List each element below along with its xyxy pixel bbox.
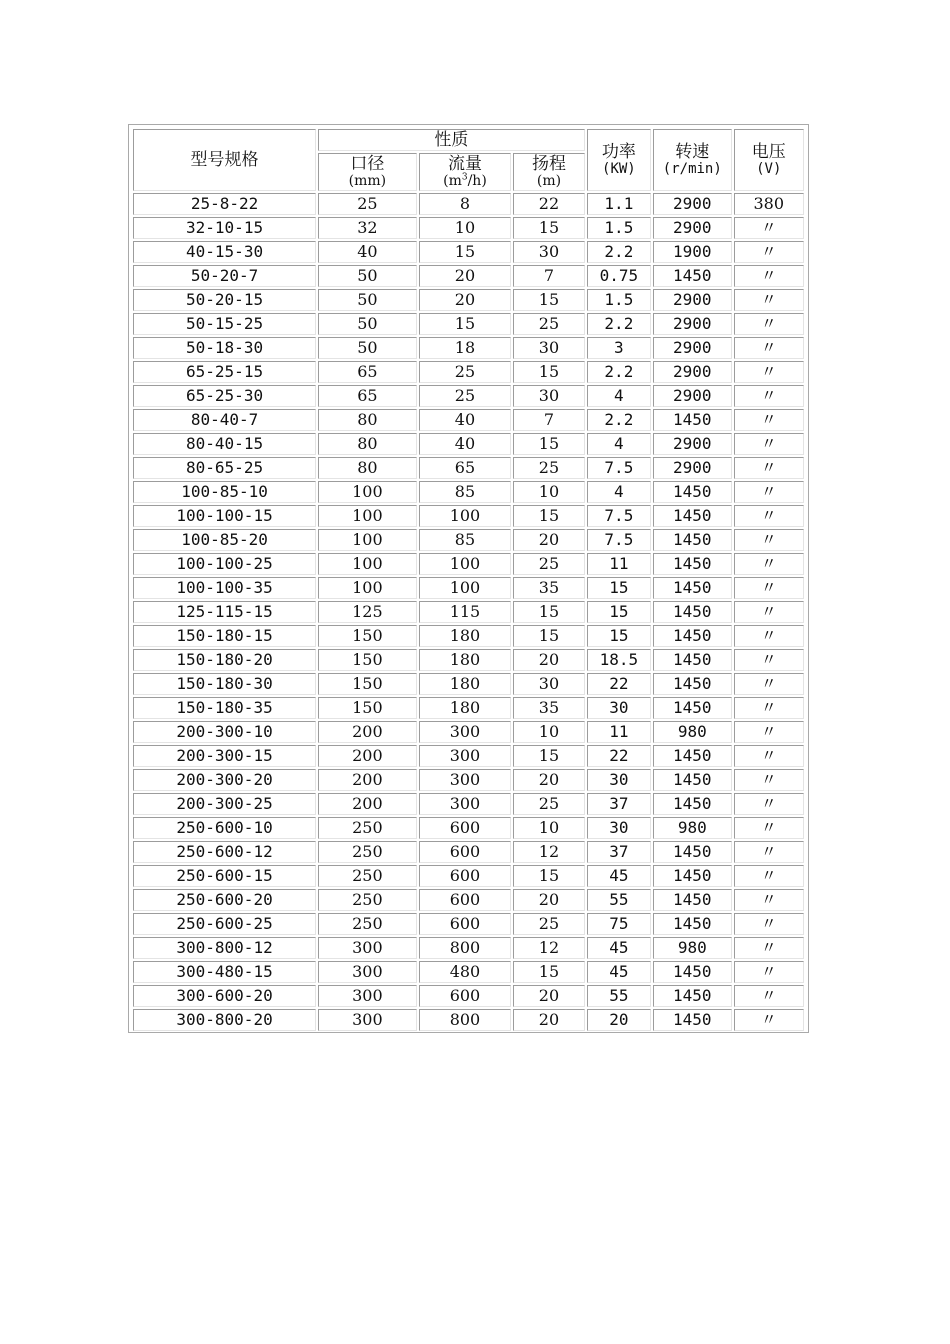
model-cell: 125-115-15 bbox=[133, 601, 316, 623]
flow-cell: 100 bbox=[419, 505, 512, 527]
header-head: 扬程 (m) bbox=[513, 153, 584, 191]
speed-cell: 1450 bbox=[653, 985, 731, 1007]
power-cell: 2.2 bbox=[587, 241, 651, 263]
header-flow: 流量 $(m^3/h)$ bbox=[419, 153, 512, 191]
model-cell: 200-300-20 bbox=[133, 769, 316, 791]
bore-cell: 50 bbox=[318, 265, 417, 287]
speed-cell: 2900 bbox=[653, 361, 731, 383]
flow-cell: 180 bbox=[419, 697, 512, 719]
header-voltage: 电压 (V) bbox=[734, 129, 804, 191]
voltage-cell: 〃 bbox=[734, 817, 804, 839]
bore-cell: 150 bbox=[318, 625, 417, 647]
flow-cell: 20 bbox=[419, 289, 512, 311]
bore-cell: 200 bbox=[318, 721, 417, 743]
voltage-cell: 〃 bbox=[734, 577, 804, 599]
voltage-cell: 〃 bbox=[734, 505, 804, 527]
header-properties: 性质 bbox=[318, 129, 585, 151]
voltage-cell: 〃 bbox=[734, 553, 804, 575]
bore-cell: 50 bbox=[318, 313, 417, 335]
bore-cell: 100 bbox=[318, 553, 417, 575]
voltage-cell: 〃 bbox=[734, 985, 804, 1007]
head-cell: 10 bbox=[513, 481, 584, 503]
voltage-cell: 〃 bbox=[734, 625, 804, 647]
speed-cell: 2900 bbox=[653, 457, 731, 479]
flow-cell: 18 bbox=[419, 337, 512, 359]
head-cell: 25 bbox=[513, 793, 584, 815]
power-cell: 30 bbox=[587, 697, 651, 719]
speed-cell: 1450 bbox=[653, 529, 731, 551]
model-cell: 50-20-7 bbox=[133, 265, 316, 287]
head-cell: 25 bbox=[513, 553, 584, 575]
model-cell: 250-600-10 bbox=[133, 817, 316, 839]
power-cell: 55 bbox=[587, 889, 651, 911]
flow-cell: 8 bbox=[419, 193, 512, 215]
head-cell: 10 bbox=[513, 721, 584, 743]
power-cell: 4 bbox=[587, 433, 651, 455]
head-cell: 12 bbox=[513, 937, 584, 959]
head-cell: 15 bbox=[513, 625, 584, 647]
power-cell: 30 bbox=[587, 817, 651, 839]
model-cell: 150-180-20 bbox=[133, 649, 316, 671]
head-cell: 20 bbox=[513, 769, 584, 791]
table-row bbox=[133, 673, 804, 695]
power-cell: 7.5 bbox=[587, 505, 651, 527]
table-row bbox=[133, 1009, 804, 1031]
speed-cell: 1450 bbox=[653, 673, 731, 695]
model-cell: 32-10-15 bbox=[133, 217, 316, 239]
flow-cell: 20 bbox=[419, 265, 512, 287]
flow-cell: 180 bbox=[419, 649, 512, 671]
flow-cell: 25 bbox=[419, 385, 512, 407]
voltage-cell: 〃 bbox=[734, 649, 804, 671]
model-cell: 65-25-30 bbox=[133, 385, 316, 407]
head-cell: 15 bbox=[513, 865, 584, 887]
bore-cell: 150 bbox=[318, 673, 417, 695]
table-row bbox=[133, 553, 804, 575]
voltage-cell: 〃 bbox=[734, 937, 804, 959]
bore-cell: 200 bbox=[318, 769, 417, 791]
head-cell: 15 bbox=[513, 433, 584, 455]
table-row bbox=[133, 625, 804, 647]
power-cell: 22 bbox=[587, 673, 651, 695]
flow-cell: 300 bbox=[419, 769, 512, 791]
bore-cell: 200 bbox=[318, 745, 417, 767]
bore-cell: 200 bbox=[318, 793, 417, 815]
head-cell: 10 bbox=[513, 817, 584, 839]
bore-cell: 300 bbox=[318, 1009, 417, 1031]
bore-cell: 50 bbox=[318, 337, 417, 359]
model-cell: 250-600-12 bbox=[133, 841, 316, 863]
voltage-cell: 〃 bbox=[734, 361, 804, 383]
pump-spec-table-frame bbox=[128, 124, 809, 1033]
table-row bbox=[133, 577, 804, 599]
speed-cell: 1450 bbox=[653, 553, 731, 575]
table-row bbox=[133, 937, 804, 959]
head-cell: 20 bbox=[513, 649, 584, 671]
head-cell: 15 bbox=[513, 361, 584, 383]
table-row bbox=[133, 337, 804, 359]
table-row bbox=[133, 865, 804, 887]
model-cell: 100-85-10 bbox=[133, 481, 316, 503]
head-cell: 25 bbox=[513, 913, 584, 935]
flow-cell: 600 bbox=[419, 889, 512, 911]
speed-cell: 1900 bbox=[653, 241, 731, 263]
model-cell: 150-180-15 bbox=[133, 625, 316, 647]
head-cell: 30 bbox=[513, 673, 584, 695]
head-cell: 35 bbox=[513, 697, 584, 719]
head-cell: 20 bbox=[513, 889, 584, 911]
bore-cell: 250 bbox=[318, 865, 417, 887]
head-cell: 15 bbox=[513, 505, 584, 527]
speed-cell: 980 bbox=[653, 721, 731, 743]
power-cell: 30 bbox=[587, 769, 651, 791]
power-cell: 37 bbox=[587, 841, 651, 863]
bore-cell: 250 bbox=[318, 913, 417, 935]
flow-cell: 600 bbox=[419, 865, 512, 887]
speed-cell: 1450 bbox=[653, 1009, 731, 1031]
voltage-cell: 380 bbox=[734, 193, 804, 215]
header-speed: 转速 (r/min) bbox=[653, 129, 731, 191]
head-cell: 15 bbox=[513, 745, 584, 767]
voltage-cell: 〃 bbox=[734, 385, 804, 407]
bore-cell: 50 bbox=[318, 289, 417, 311]
model-cell: 300-480-15 bbox=[133, 961, 316, 983]
bore-cell: 65 bbox=[318, 385, 417, 407]
header-bore: 口径 (mm) bbox=[318, 153, 417, 191]
bore-cell: 250 bbox=[318, 889, 417, 911]
flow-cell: 100 bbox=[419, 553, 512, 575]
table-row bbox=[133, 481, 804, 503]
voltage-cell: 〃 bbox=[734, 529, 804, 551]
table-row bbox=[133, 529, 804, 551]
head-cell: 30 bbox=[513, 385, 584, 407]
flow-cell: 100 bbox=[419, 577, 512, 599]
power-cell: 4 bbox=[587, 481, 651, 503]
table-row bbox=[133, 769, 804, 791]
speed-cell: 1450 bbox=[653, 841, 731, 863]
bore-cell: 80 bbox=[318, 409, 417, 431]
table-row bbox=[133, 601, 804, 623]
flow-cell: 300 bbox=[419, 793, 512, 815]
voltage-cell: 〃 bbox=[734, 313, 804, 335]
bore-cell: 80 bbox=[318, 457, 417, 479]
flow-cell: 40 bbox=[419, 409, 512, 431]
header-model: 型号规格 bbox=[133, 129, 316, 191]
table-row bbox=[133, 817, 804, 839]
model-cell: 50-15-25 bbox=[133, 313, 316, 335]
model-cell: 250-600-25 bbox=[133, 913, 316, 935]
speed-cell: 2900 bbox=[653, 385, 731, 407]
pump-spec-table bbox=[131, 127, 806, 1033]
table-row bbox=[133, 961, 804, 983]
speed-cell: 1450 bbox=[653, 625, 731, 647]
power-cell: 11 bbox=[587, 721, 651, 743]
speed-cell: 2900 bbox=[653, 217, 731, 239]
power-cell: 37 bbox=[587, 793, 651, 815]
table-row bbox=[133, 289, 804, 311]
speed-cell: 1450 bbox=[653, 601, 731, 623]
flow-cell: 15 bbox=[419, 313, 512, 335]
model-cell: 250-600-20 bbox=[133, 889, 316, 911]
model-cell: 300-800-12 bbox=[133, 937, 316, 959]
power-cell: 15 bbox=[587, 601, 651, 623]
power-cell: 45 bbox=[587, 937, 651, 959]
table-row bbox=[133, 313, 804, 335]
voltage-cell: 〃 bbox=[734, 241, 804, 263]
head-cell: 30 bbox=[513, 241, 584, 263]
bore-cell: 80 bbox=[318, 433, 417, 455]
power-cell: 75 bbox=[587, 913, 651, 935]
model-cell: 200-300-25 bbox=[133, 793, 316, 815]
bore-cell: 150 bbox=[318, 697, 417, 719]
speed-cell: 1450 bbox=[653, 481, 731, 503]
model-cell: 250-600-15 bbox=[133, 865, 316, 887]
table-row bbox=[133, 889, 804, 911]
speed-cell: 1450 bbox=[653, 769, 731, 791]
power-cell: 22 bbox=[587, 745, 651, 767]
flow-cell: 600 bbox=[419, 817, 512, 839]
speed-cell: 2900 bbox=[653, 289, 731, 311]
model-cell: 50-18-30 bbox=[133, 337, 316, 359]
bore-cell: 65 bbox=[318, 361, 417, 383]
table-row bbox=[133, 433, 804, 455]
model-cell: 200-300-15 bbox=[133, 745, 316, 767]
speed-cell: 980 bbox=[653, 817, 731, 839]
voltage-cell: 〃 bbox=[734, 1009, 804, 1031]
voltage-cell: 〃 bbox=[734, 721, 804, 743]
head-cell: 15 bbox=[513, 217, 584, 239]
speed-cell: 1450 bbox=[653, 409, 731, 431]
flow-cell: 85 bbox=[419, 481, 512, 503]
flow-cell: 65 bbox=[419, 457, 512, 479]
power-cell: 2.2 bbox=[587, 361, 651, 383]
power-cell: 0.75 bbox=[587, 265, 651, 287]
power-cell: 3 bbox=[587, 337, 651, 359]
voltage-cell: 〃 bbox=[734, 481, 804, 503]
power-cell: 55 bbox=[587, 985, 651, 1007]
power-cell: 20 bbox=[587, 1009, 651, 1031]
power-cell: 1.5 bbox=[587, 289, 651, 311]
model-cell: 100-85-20 bbox=[133, 529, 316, 551]
model-cell: 50-20-15 bbox=[133, 289, 316, 311]
table-row bbox=[133, 505, 804, 527]
speed-cell: 1450 bbox=[653, 961, 731, 983]
bore-cell: 32 bbox=[318, 217, 417, 239]
table-row bbox=[133, 193, 804, 215]
head-cell: 12 bbox=[513, 841, 584, 863]
flow-cell: 10 bbox=[419, 217, 512, 239]
table-row bbox=[133, 217, 804, 239]
bore-cell: 100 bbox=[318, 577, 417, 599]
table-row bbox=[133, 721, 804, 743]
flow-cell: 180 bbox=[419, 673, 512, 695]
table-row bbox=[133, 409, 804, 431]
flow-cell: 800 bbox=[419, 1009, 512, 1031]
voltage-cell: 〃 bbox=[734, 889, 804, 911]
flow-cell: 300 bbox=[419, 745, 512, 767]
voltage-cell: 〃 bbox=[734, 961, 804, 983]
voltage-cell: 〃 bbox=[734, 697, 804, 719]
voltage-cell: 〃 bbox=[734, 865, 804, 887]
bore-cell: 300 bbox=[318, 985, 417, 1007]
table-row bbox=[133, 793, 804, 815]
model-cell: 200-300-10 bbox=[133, 721, 316, 743]
head-cell: 15 bbox=[513, 289, 584, 311]
model-cell: 80-40-15 bbox=[133, 433, 316, 455]
bore-cell: 250 bbox=[318, 817, 417, 839]
model-cell: 150-180-35 bbox=[133, 697, 316, 719]
table-row bbox=[133, 241, 804, 263]
power-cell: 45 bbox=[587, 865, 651, 887]
bore-cell: 150 bbox=[318, 649, 417, 671]
table-row bbox=[133, 745, 804, 767]
table-row bbox=[133, 361, 804, 383]
flow-cell: 180 bbox=[419, 625, 512, 647]
power-cell: 45 bbox=[587, 961, 651, 983]
speed-cell: 1450 bbox=[653, 697, 731, 719]
power-cell: 15 bbox=[587, 625, 651, 647]
flow-cell: 25 bbox=[419, 361, 512, 383]
voltage-cell: 〃 bbox=[734, 289, 804, 311]
model-cell: 80-40-7 bbox=[133, 409, 316, 431]
flow-cell: 15 bbox=[419, 241, 512, 263]
model-cell: 80-65-25 bbox=[133, 457, 316, 479]
speed-cell: 1450 bbox=[653, 745, 731, 767]
flow-cell: 600 bbox=[419, 985, 512, 1007]
table-row bbox=[133, 265, 804, 287]
speed-cell: 2900 bbox=[653, 433, 731, 455]
power-cell: 1.5 bbox=[587, 217, 651, 239]
power-cell: 18.5 bbox=[587, 649, 651, 671]
model-cell: 300-600-20 bbox=[133, 985, 316, 1007]
flow-cell: 600 bbox=[419, 913, 512, 935]
power-cell: 7.5 bbox=[587, 529, 651, 551]
bore-cell: 100 bbox=[318, 481, 417, 503]
flow-cell: 40 bbox=[419, 433, 512, 455]
bore-cell: 125 bbox=[318, 601, 417, 623]
power-cell: 7.5 bbox=[587, 457, 651, 479]
speed-cell: 2900 bbox=[653, 337, 731, 359]
table-row bbox=[133, 841, 804, 863]
head-cell: 35 bbox=[513, 577, 584, 599]
voltage-cell: 〃 bbox=[734, 433, 804, 455]
model-cell: 100-100-35 bbox=[133, 577, 316, 599]
head-cell: 7 bbox=[513, 265, 584, 287]
bore-cell: 300 bbox=[318, 937, 417, 959]
pump-spec-rows bbox=[133, 193, 804, 1031]
voltage-cell: 〃 bbox=[734, 409, 804, 431]
flow-cell: 300 bbox=[419, 721, 512, 743]
flow-cell: 600 bbox=[419, 841, 512, 863]
speed-cell: 1450 bbox=[653, 649, 731, 671]
speed-cell: 1450 bbox=[653, 913, 731, 935]
model-cell: 65-25-15 bbox=[133, 361, 316, 383]
head-cell: 15 bbox=[513, 961, 584, 983]
table-row bbox=[133, 913, 804, 935]
head-cell: 20 bbox=[513, 529, 584, 551]
table-row bbox=[133, 697, 804, 719]
bore-cell: 100 bbox=[318, 529, 417, 551]
flow-cell: 800 bbox=[419, 937, 512, 959]
speed-cell: 2900 bbox=[653, 193, 731, 215]
voltage-cell: 〃 bbox=[734, 337, 804, 359]
table-row bbox=[133, 985, 804, 1007]
table-row bbox=[133, 457, 804, 479]
model-cell: 300-800-20 bbox=[133, 1009, 316, 1031]
flow-cell: 480 bbox=[419, 961, 512, 983]
bore-cell: 300 bbox=[318, 961, 417, 983]
head-cell: 7 bbox=[513, 409, 584, 431]
head-cell: 15 bbox=[513, 601, 584, 623]
voltage-cell: 〃 bbox=[734, 793, 804, 815]
head-cell: 30 bbox=[513, 337, 584, 359]
power-cell: 4 bbox=[587, 385, 651, 407]
voltage-cell: 〃 bbox=[734, 601, 804, 623]
speed-cell: 1450 bbox=[653, 793, 731, 815]
voltage-cell: 〃 bbox=[734, 745, 804, 767]
model-cell: 100-100-25 bbox=[133, 553, 316, 575]
bore-cell: 250 bbox=[318, 841, 417, 863]
voltage-cell: 〃 bbox=[734, 673, 804, 695]
voltage-cell: 〃 bbox=[734, 457, 804, 479]
table-row bbox=[133, 385, 804, 407]
flow-cell: 115 bbox=[419, 601, 512, 623]
flow-cell: 85 bbox=[419, 529, 512, 551]
speed-cell: 2900 bbox=[653, 313, 731, 335]
model-cell: 150-180-30 bbox=[133, 673, 316, 695]
model-cell: 25-8-22 bbox=[133, 193, 316, 215]
head-cell: 20 bbox=[513, 985, 584, 1007]
head-cell: 25 bbox=[513, 313, 584, 335]
header-power: 功率 (KW) bbox=[587, 129, 651, 191]
voltage-cell: 〃 bbox=[734, 217, 804, 239]
speed-cell: 1450 bbox=[653, 889, 731, 911]
speed-cell: 1450 bbox=[653, 265, 731, 287]
voltage-cell: 〃 bbox=[734, 913, 804, 935]
bore-cell: 25 bbox=[318, 193, 417, 215]
table-row bbox=[133, 649, 804, 671]
bore-cell: 40 bbox=[318, 241, 417, 263]
head-cell: 22 bbox=[513, 193, 584, 215]
voltage-cell: 〃 bbox=[734, 769, 804, 791]
power-cell: 2.2 bbox=[587, 313, 651, 335]
power-cell: 1.1 bbox=[587, 193, 651, 215]
voltage-cell: 〃 bbox=[734, 265, 804, 287]
speed-cell: 980 bbox=[653, 937, 731, 959]
speed-cell: 1450 bbox=[653, 865, 731, 887]
model-cell: 40-15-30 bbox=[133, 241, 316, 263]
speed-cell: 1450 bbox=[653, 577, 731, 599]
model-cell: 100-100-15 bbox=[133, 505, 316, 527]
voltage-cell: 〃 bbox=[734, 841, 804, 863]
bore-cell: 100 bbox=[318, 505, 417, 527]
power-cell: 11 bbox=[587, 553, 651, 575]
speed-cell: 1450 bbox=[653, 505, 731, 527]
head-cell: 25 bbox=[513, 457, 584, 479]
power-cell: 15 bbox=[587, 577, 651, 599]
power-cell: 2.2 bbox=[587, 409, 651, 431]
head-cell: 20 bbox=[513, 1009, 584, 1031]
